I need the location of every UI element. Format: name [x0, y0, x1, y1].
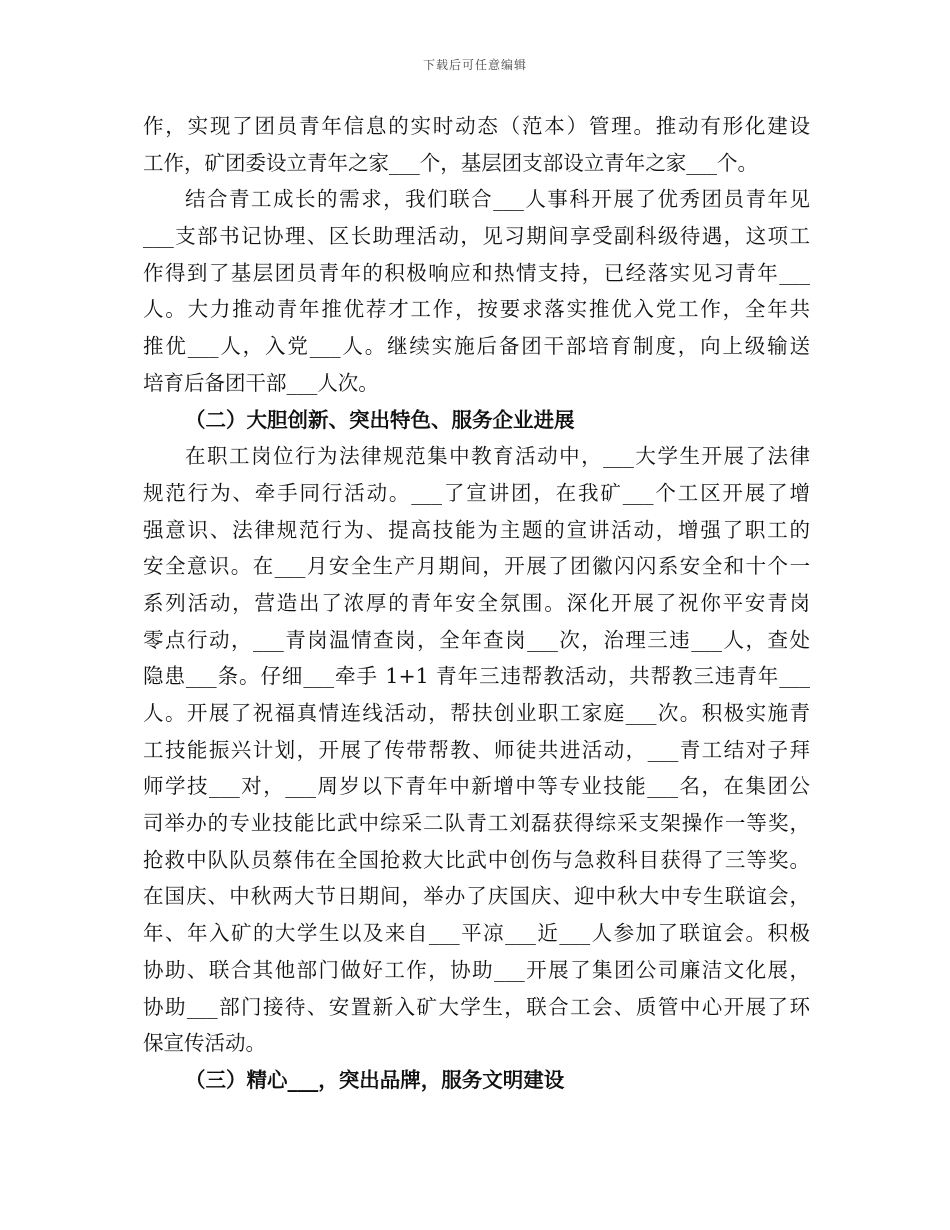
section-heading: （二）大胆创新、突出特色、服务企业进展: [185, 407, 575, 432]
paragraph-line: 系列活动，营造出了浓厚的青年安全氛围。深化开展了祝你平安青岗: [143, 590, 810, 615]
paragraph-line: 协助、联合其他部门做好工作，协助___开展了集团公司廉洁文化展，: [143, 957, 810, 982]
paragraph-line: 安全意识。在___月安全生产月期间，开展了团徽闪闪系安全和十个一: [143, 554, 810, 579]
paragraph-line: 工技能振兴计划，开展了传带帮教、师徒共进活动，___青工结对子拜: [143, 737, 810, 762]
paragraph-line: ___支部书记协理、区长助理活动，见习期间享受副科级待遇，这项工: [143, 224, 810, 249]
paragraph-line: 协助___部门接待、安置新入矿大学生，联合工会、质管中心开展了环: [143, 994, 810, 1019]
section-heading: （三）精心___，突出品牌，服务文明建设: [185, 1067, 565, 1092]
paragraph-line: 年、年入矿的大学生以及来自___平凉___近___人参加了联谊会。积极: [143, 921, 810, 946]
paragraph-line: 隐患___条。仔细___牵手 1+1 青年三违帮教活动，共帮教三违青年___: [143, 664, 810, 689]
document-body: [143, 108, 810, 1099]
paragraph-line: 人。大力推动青年推优荐才工作，按要求落实推优入党工作，全年共: [143, 297, 810, 322]
paragraph-line: 师学技___对，___周岁以下青年中新增中等专业技能___名，在集团公: [143, 774, 810, 799]
paragraph-line: 司举办的专业技能比武中综采二队青工刘磊获得综采支架操作一等奖，: [143, 811, 810, 836]
paragraph-line: 强意识、法律规范行为、提高技能为主题的宣讲活动，增强了职工的: [143, 517, 810, 542]
paragraph-line: 结合青工成长的需求，我们联合___人事科开展了优秀团员青年见: [185, 187, 810, 212]
paragraph-line: 人。开展了祝福真情连线活动，帮扶创业职工家庭___次。积极实施青: [143, 701, 810, 725]
paragraph-line: 在职工岗位行为法律规范集中教育活动中，___大学生开展了法律: [185, 444, 810, 469]
page-header-note: 下载后可任意编辑: [422, 58, 527, 72]
paragraph-line: 作，实现了团员青年信息的实时动态（范本）管理。推动有形化建设: [143, 114, 810, 138]
paragraph-line: 抢救中队队员蔡伟在全国抢救大比武中创伤与急救科目获得了三等奖。: [143, 847, 810, 872]
paragraph-line: 规范行为、牵手同行活动。___了宣讲团，在我矿___个工区开展了增: [143, 480, 810, 505]
paragraph-line: 培育后备团干部___人次。: [143, 370, 379, 395]
paragraph-line: 作得到了基层团员青年的积极响应和热情支持，已经落实见习青年___: [143, 260, 810, 285]
paragraph-line: 零点行动，___青岗温情查岗，全年查岗___次，治理三违___人，查处: [143, 627, 810, 652]
paragraph-line: 保宣传活动。: [143, 1031, 266, 1056]
paragraph-line: 工作，矿团委设立青年之家___个，基层团支部设立青年之家___个。: [143, 150, 758, 175]
paragraph-line: 推优___人，入党___人。继续实施后备团干部培育制度，向上级输送: [143, 334, 810, 359]
paragraph-line: 在国庆、中秋两大节日期间，举办了庆国庆、迎中秋大中专生联谊会，: [143, 884, 810, 909]
